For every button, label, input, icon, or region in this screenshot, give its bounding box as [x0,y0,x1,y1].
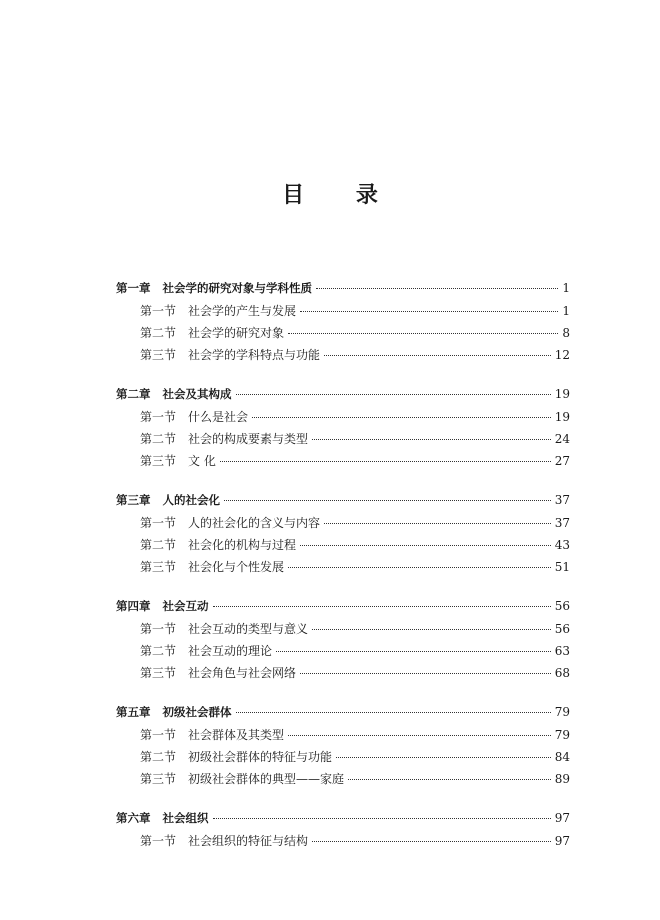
section-title: 社会互动的类型与意义 [188,622,309,636]
section-number: 第三节 [140,348,177,362]
page-number: 43 [554,538,570,552]
section-entry[interactable] [116,832,570,854]
page-number: 56 [554,622,570,636]
chapter-number: 第六章 [116,811,151,825]
leader-dots [288,567,551,568]
section-entry[interactable] [116,726,570,748]
chapter-number: 第四章 [116,599,151,613]
section-entry[interactable] [116,620,570,642]
section-title: 什么是社会 [188,410,249,424]
section-number: 第二节 [140,432,177,446]
page-number: 79 [554,705,570,719]
chapter-title: 人的社会化 [162,493,220,507]
chapter-title: 社会组织 [162,811,209,825]
page-number: 68 [554,666,570,680]
chapter-entry[interactable] [116,598,570,620]
section-title: 人的社会化的含义与内容 [188,516,321,530]
leader-dots [312,439,551,440]
page-number: 79 [554,728,570,742]
section-entry[interactable] [116,452,570,474]
section-title: 社会的构成要素与类型 [188,432,309,446]
chapter-block [116,810,570,854]
leader-dots [288,735,551,736]
page-number: 84 [554,750,570,764]
page-number: 97 [554,834,570,848]
section-entry[interactable] [116,642,570,664]
leader-dots [276,651,551,652]
page-number: 12 [554,348,570,362]
section-title: 初级社会群体的典型——家庭 [188,772,345,786]
section-number: 第一节 [140,304,177,318]
section-title: 社会学的学科特点与功能 [188,348,321,362]
chapter-block [116,492,570,580]
section-entry[interactable] [116,748,570,770]
leader-dots [312,841,551,842]
section-entry[interactable] [116,302,570,324]
leader-dots [252,417,551,418]
section-title: 社会角色与社会网络 [188,666,297,680]
leader-dots [213,606,551,607]
section-number: 第二节 [140,750,177,764]
chapter-number: 第一章 [116,281,151,295]
leader-dots [300,311,558,312]
leader-dots [316,288,558,289]
page-number: 37 [554,493,570,507]
leader-dots [312,629,551,630]
page-number: 1 [562,281,570,295]
section-number: 第三节 [140,772,177,786]
page-number: 24 [554,432,570,446]
section-title: 社会学的产生与发展 [188,304,297,318]
chapter-entry[interactable] [116,492,570,514]
page-number: 51 [554,560,570,574]
page-number: 27 [554,454,570,468]
chapter-title: 初级社会群体 [162,705,232,719]
section-entry[interactable] [116,346,570,368]
leader-dots [220,461,551,462]
table-of-contents [116,280,570,872]
chapter-entry[interactable] [116,280,570,302]
section-title: 社会组织的特征与结构 [188,834,309,848]
page-number: 63 [554,644,570,658]
page-number: 56 [554,599,570,613]
section-entry[interactable] [116,514,570,536]
section-entry[interactable] [116,324,570,346]
section-number: 第三节 [140,560,177,574]
leader-dots [224,500,551,501]
leader-dots [236,394,551,395]
chapter-block [116,280,570,368]
section-title: 初级社会群体的特征与功能 [188,750,333,764]
leader-dots [324,523,551,524]
leader-dots [213,818,551,819]
chapter-block [116,704,570,792]
section-number: 第三节 [140,666,177,680]
section-number: 第一节 [140,516,177,530]
section-number: 第一节 [140,622,177,636]
chapter-block [116,598,570,686]
section-entry[interactable] [116,430,570,452]
section-title: 社会化的机构与过程 [188,538,297,552]
section-number: 第一节 [140,834,177,848]
chapter-number: 第三章 [116,493,151,507]
page-number: 37 [554,516,570,530]
leader-dots [300,545,551,546]
section-entry[interactable] [116,558,570,580]
page-number: 19 [554,387,570,401]
section-title: 文 化 [188,454,216,468]
section-number: 第二节 [140,326,177,340]
page-number: 1 [562,304,570,318]
chapter-number: 第二章 [116,387,151,401]
section-number: 第一节 [140,410,177,424]
section-title: 社会互动的理论 [188,644,273,658]
leader-dots [288,333,558,334]
chapter-entry[interactable] [116,704,570,726]
section-entry[interactable] [116,408,570,430]
page-number: 97 [554,811,570,825]
section-entry[interactable] [116,536,570,558]
section-number: 第二节 [140,538,177,552]
chapter-entry[interactable] [116,810,570,832]
section-number: 第一节 [140,728,177,742]
section-number: 第三节 [140,454,177,468]
leader-dots [324,355,551,356]
chapter-title: 社会互动 [162,599,209,613]
section-title: 社会化与个性发展 [188,560,285,574]
chapter-entry[interactable] [116,386,570,408]
section-entry[interactable] [116,664,570,686]
leader-dots [236,712,551,713]
page-number: 89 [554,772,570,786]
page-number: 8 [562,326,570,340]
chapter-title: 社会学的研究对象与学科性质 [162,281,312,295]
leader-dots [300,673,551,674]
chapter-title: 社会及其构成 [162,387,232,401]
leader-dots [336,757,551,758]
page-title: 目 录 [282,183,400,208]
section-entry[interactable] [116,770,570,792]
leader-dots [348,779,551,780]
chapter-block [116,386,570,474]
page-number: 19 [554,410,570,424]
section-title: 社会学的研究对象 [188,326,285,340]
section-number: 第二节 [140,644,177,658]
section-title: 社会群体及其类型 [188,728,285,742]
chapter-number: 第五章 [116,705,151,719]
